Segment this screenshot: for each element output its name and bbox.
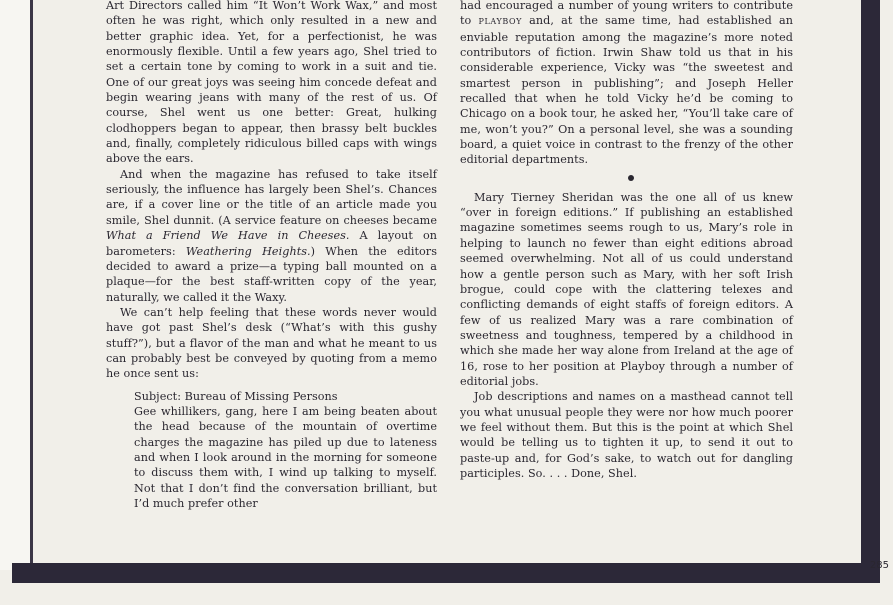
frame-bottom-border [12,563,880,583]
text-run: And when the magazine has refused to take itself seriously, the influence has largely been Shel’s. Chances are, if a cover line or the title of an article made you smile, Shel dunnit. (A service feature on cheeses became [106,167,437,227]
paragraph [106,167,437,305]
paragraph: We can’t help feeling that these words never would have got past Shel’s desk (“What’s with this gushy stuff?”), but a flavor of the man and what he meant to us can probably best be conveyed by quoting from a memo he once sent us: [106,305,437,381]
bullet-dot-icon [628,175,634,181]
frame-right-border [861,0,880,583]
italic-title: Weathering Heights. [185,244,311,258]
text-run: ) When the editors decided to award a prize—a typing ball mounted on a plaque—for the best staff-written copy of the year, naturally, we called it the Waxy. [106,244,437,304]
right-column [460,0,793,481]
text-run: A layout on barometers: [106,229,437,258]
memo-body: Gee whillikers, gang, here I am being beaten about the head because of the mountain of overtime charges the magazine has piled up due to lateness and when I look around in the morning for someone to discuss them with, I wind up talking to myself. Not that I don’t find the conversation brilliant, but I’d much prefer other [134,404,437,510]
magazine-name: PLAYBOY [478,17,522,27]
left-column [106,0,437,511]
memo-quote [134,389,437,512]
paragraph: Job descriptions and names on a masthead cannot tell you what unusual people they were nor how much poorer we feel without them. But this is the point at which Shel would be telling us to tighten it up, to send it out to paste-up and, for God’s sake, to watch out for dangling participles. So. . . . Done, Shel. [460,390,793,480]
paragraph: Art Directors called him “It Won’t Work Wax,” and most often he was right, which only resulted in a new and better graphic idea. Yet, for a perfectionist, he was enormously flexible. Until a few years ago, Shel tried to set a certain tone by coming to work in a suit and tie. One of our great joys was seeing him concede defeat and begin wearing jeans with many of the rest of us. Of course, Shel went us one better: Great, hulking clodhoppers began to appear, then brassy belt buckles and, finally, completely ridiculous billed caps with wings above the ears. [106,0,437,166]
paragraph [460,0,793,168]
italic-title: What a Friend We Have in Cheeses. [106,229,350,243]
memo-subject: Subject: Bureau of Missing Persons [134,389,338,403]
section-bullet [460,170,793,184]
frame-left-border [30,0,33,568]
text-run: had encouraged a number of young writers to contribute to [460,0,793,28]
page-number: 285 [869,560,889,571]
text-run: and, at the same time, had established an enviable reputation among the magazine’s more noted contributors of fiction. Irwin Shaw told us that in his considerable experience, Vicky was “the sweetest and smartest person in publishing”; and Joseph Heller recalled that when he told Vicky he’d be coming to Chicago on a book tour, he asked her, “You’ll take care of me, won’t you?” On a personal level, she was a sounding board, a quiet voice in contrast to the frenzy of the other editorial departments. [460,14,794,167]
paragraph: Mary Tierney Sheridan was the one all of us knew “over in foreign editions.” If publishing an established magazine sometimes seems rough to us, Mary’s role in helping to launch no fewer than eight editions abroad seemed overwhelming. Not all of us could understand how a gentle person such as Mary, with her soft Irish brogue, could cope with the clattering telexes and conflicting demands of eight staffs of foreign editors. A few of us realized Mary was a rare combination of sweetness and toughness, tempered by a childhood in which she made her way alone from Ireland at the age of 16, rose to her position at Playboy through a number of editorial jobs. [460,190,793,388]
page-margin-left [0,0,30,570]
